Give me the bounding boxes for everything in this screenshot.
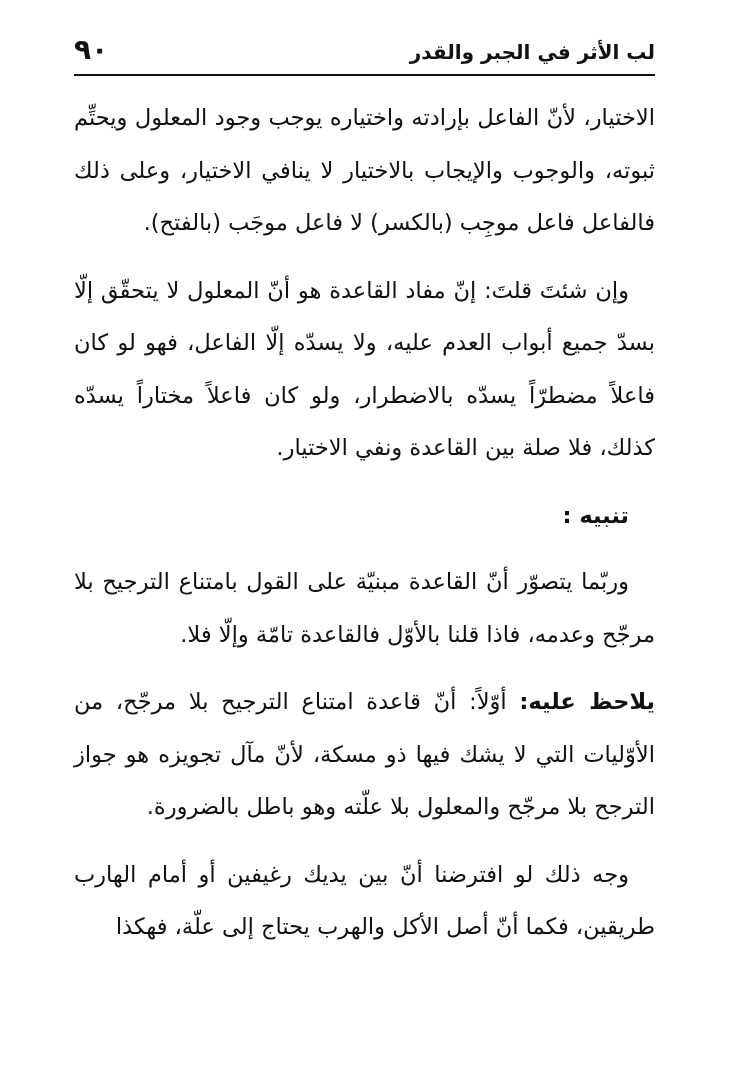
paragraph-1: الاختيار، لأنّ الفاعل بإرادته واختياره يوجب وجود المعلول ويحتِّم ثبوته، والوجوب والإيجاب بالاختيار لا ينافي الاختيار، وعلى ذلك فالفاعل فاعل موجِب (بالكسر) لا فاعل موجَب (بالفتح). xyxy=(74,105,655,236)
paragraph-4-lead: يلاحظ عليه: xyxy=(519,689,655,715)
page-number: ٩٠ xyxy=(74,33,109,66)
section-heading: تنبيه : xyxy=(562,502,629,529)
paragraph-3: وربّما يتصوّر أنّ القاعدة مبنيّة على القول بامتناع الترجيح بلا مرجّح وعدمه، فاذا قلنا بالأوّل فالقاعدة تامّة وإلّا فلا. xyxy=(74,569,655,648)
paragraph-2: وإن شئتَ قلتَ: إنّ مفاد القاعدة هو أنّ المعلول لا يتحقّق إلّا بسدّ جميع أبواب العدم عليه، ولا يسدّه إلّا الفاعل، فهو لو كان فاعلاً مضطرّاً يسدّه بالاضطرار، ولو كان فاعلاً مختاراً يسدّه كذلك، فلا صلة بين القاعدة ونفي الاختيار. xyxy=(74,277,655,461)
page-header xyxy=(74,30,655,76)
paragraph-5: وجه ذلك لو افترضنا أنّ بين يديك رغيفين أو أمام الهارب طريقين، فكما أنّ أصل الأكل والهرب يحتاج إلى علّة، فهكذا xyxy=(74,861,655,940)
paragraph-4 xyxy=(74,676,655,834)
main-text xyxy=(74,92,655,969)
paragraph-4-text: أوّلاً: أنّ قاعدة امتناع الترجيح بلا مرجّح، من الأوّليات التي لا يشك فيها ذو مسكة، لأنّ مآل تجويزه هو جواز الترجح بلا مرجّح والمعلول بلا علّته وهو باطل بالضرورة. xyxy=(74,689,655,820)
header-divider xyxy=(74,74,655,76)
running-title: لب الأثر في الجبر والقدر xyxy=(409,40,655,64)
